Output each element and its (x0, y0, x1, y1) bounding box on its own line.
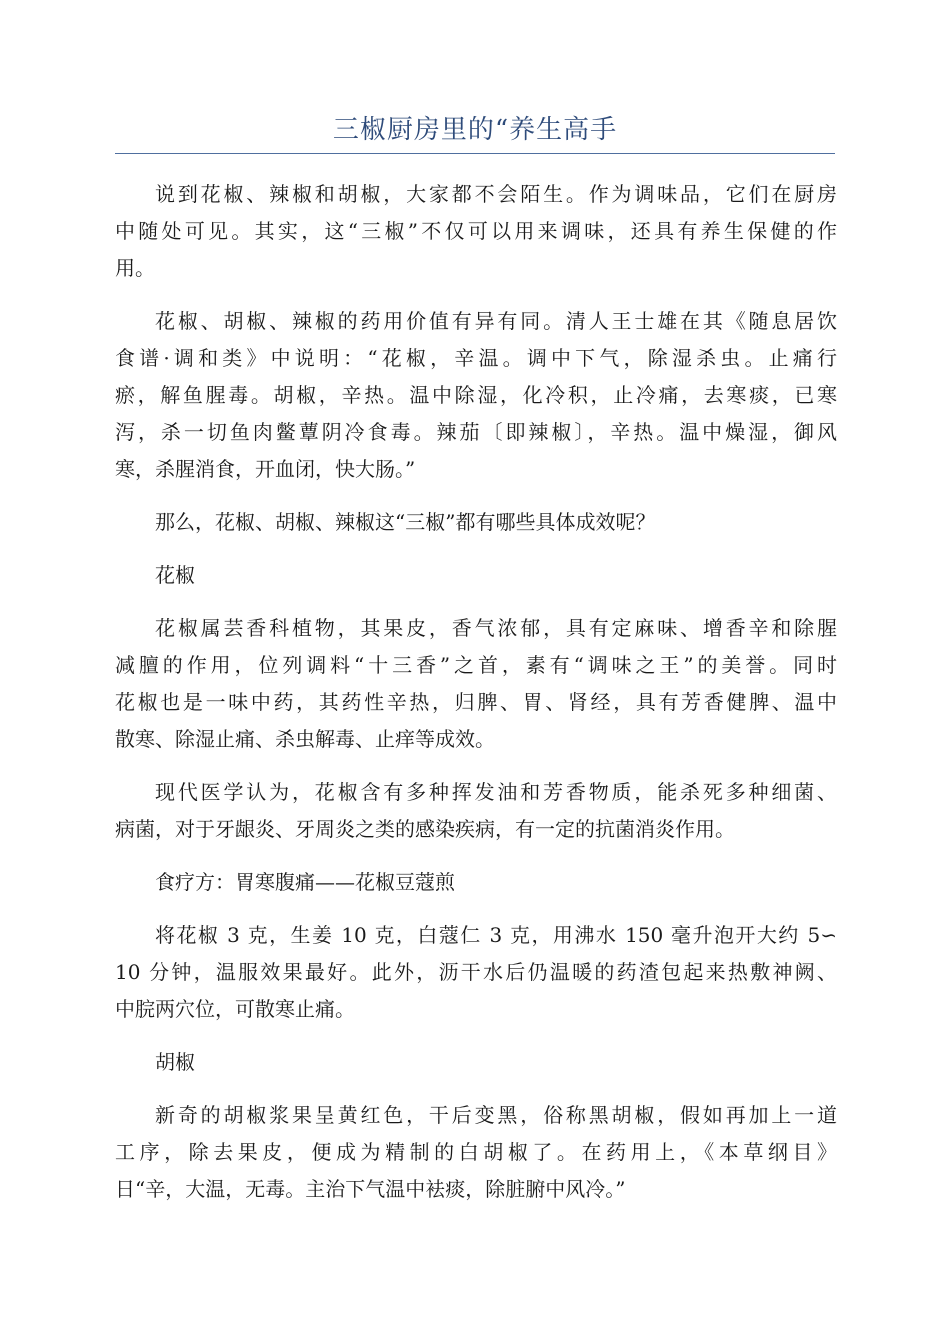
paragraph-line: 说到花椒、辣椒和胡椒，大家都不会陌生。作为调味品，它们在厨房 (155, 182, 837, 206)
paragraph-line: 中脘两穴位，可散寒止痛。 (115, 997, 355, 1021)
paragraph (115, 610, 837, 758)
paragraph-line: 寒，杀腥消食，开血闭，快大肠。” (115, 457, 416, 481)
paragraph-line: 现代医学认为，花椒含有多种挥发油和芳香物质，能杀死多种细菌、 (155, 780, 837, 804)
paragraph-line: 中随处可见。其实，这“三椒”不仅可以用来调味，还具有养生保健的作 (115, 219, 837, 243)
paragraph (115, 774, 837, 848)
paragraph-line: 花椒属芸香科植物，其果皮，香气浓郁，具有定麻味、增香辛和除腥 (155, 616, 837, 640)
paragraph-line: 将花椒 3 克，生姜 10 克，白蔻仁 3 克，用沸水 150 毫升泡开大约 5∽ (155, 923, 837, 947)
document-body (115, 176, 837, 1224)
paragraph-line: 食谱·调和类》中说明：“花椒，辛温。调中下气，除湿杀虫。止痛行 (115, 346, 837, 370)
paragraph-line: 泻，杀一切鱼肉鳖蕈阴冷食毒。辣茄〔即辣椒〕，辛热。温中燥湿，御风 (115, 420, 837, 444)
paragraph-line: 减膻的作用，位列调料“十三香”之首，素有“调味之王”的美誉。同时 (115, 653, 837, 677)
paragraph-line: 散寒、除湿止痛、杀虫解毒、止痒等成效。 (115, 727, 495, 751)
paragraph (115, 917, 837, 1028)
section-heading: 花椒 (155, 563, 195, 587)
title-underline (115, 153, 835, 154)
paragraph-line: 那么，花椒、胡椒、辣椒这“三椒”都有哪些具体成效呢？ (155, 510, 656, 534)
paragraph (115, 504, 837, 541)
paragraph-line: 用。 (115, 256, 155, 280)
paragraph-line: 工序，除去果皮，便成为精制的白胡椒了。在药用上，《本草纲目》 (115, 1140, 837, 1164)
section-heading: 食疗方：胃寒腹痛——花椒豆蔻煎 (155, 870, 455, 894)
paragraph-line: 花椒也是一味中药，其药性辛热，归脾、胃、肾经，具有芳香健脾、温中 (115, 690, 837, 714)
paragraph-line: 病菌，对于牙龈炎、牙周炎之类的感染疾病，有一定的抗菌消炎作用。 (115, 817, 735, 841)
paragraph (115, 176, 837, 287)
paragraph (115, 1097, 837, 1208)
paragraph-line: 花椒、胡椒、辣椒的药用价值有异有同。清人王士雄在其《随息居饮 (155, 309, 837, 333)
paragraph-line: 新奇的胡椒浆果呈黄红色，干后变黑，俗称黑胡椒，假如再加上一道 (155, 1103, 837, 1127)
document-title: 三椒厨房里的“养生高手 (332, 115, 618, 145)
paragraph (115, 303, 837, 488)
section-heading: 胡椒 (155, 1050, 195, 1074)
paragraph-line: 日“辛，大温，无毒。主治下气温中袪痰，除脏腑中风冷。” (115, 1177, 626, 1201)
paragraph-line: 10 分钟，温服效果最好。此外，沥干水后仍温暖的药渣包起来热敷神阙、 (115, 960, 837, 984)
paragraph-line: 瘀，解鱼腥毒。胡椒，辛热。温中除湿，化冷积，止冷痛，去寒痰，已寒 (115, 383, 837, 407)
